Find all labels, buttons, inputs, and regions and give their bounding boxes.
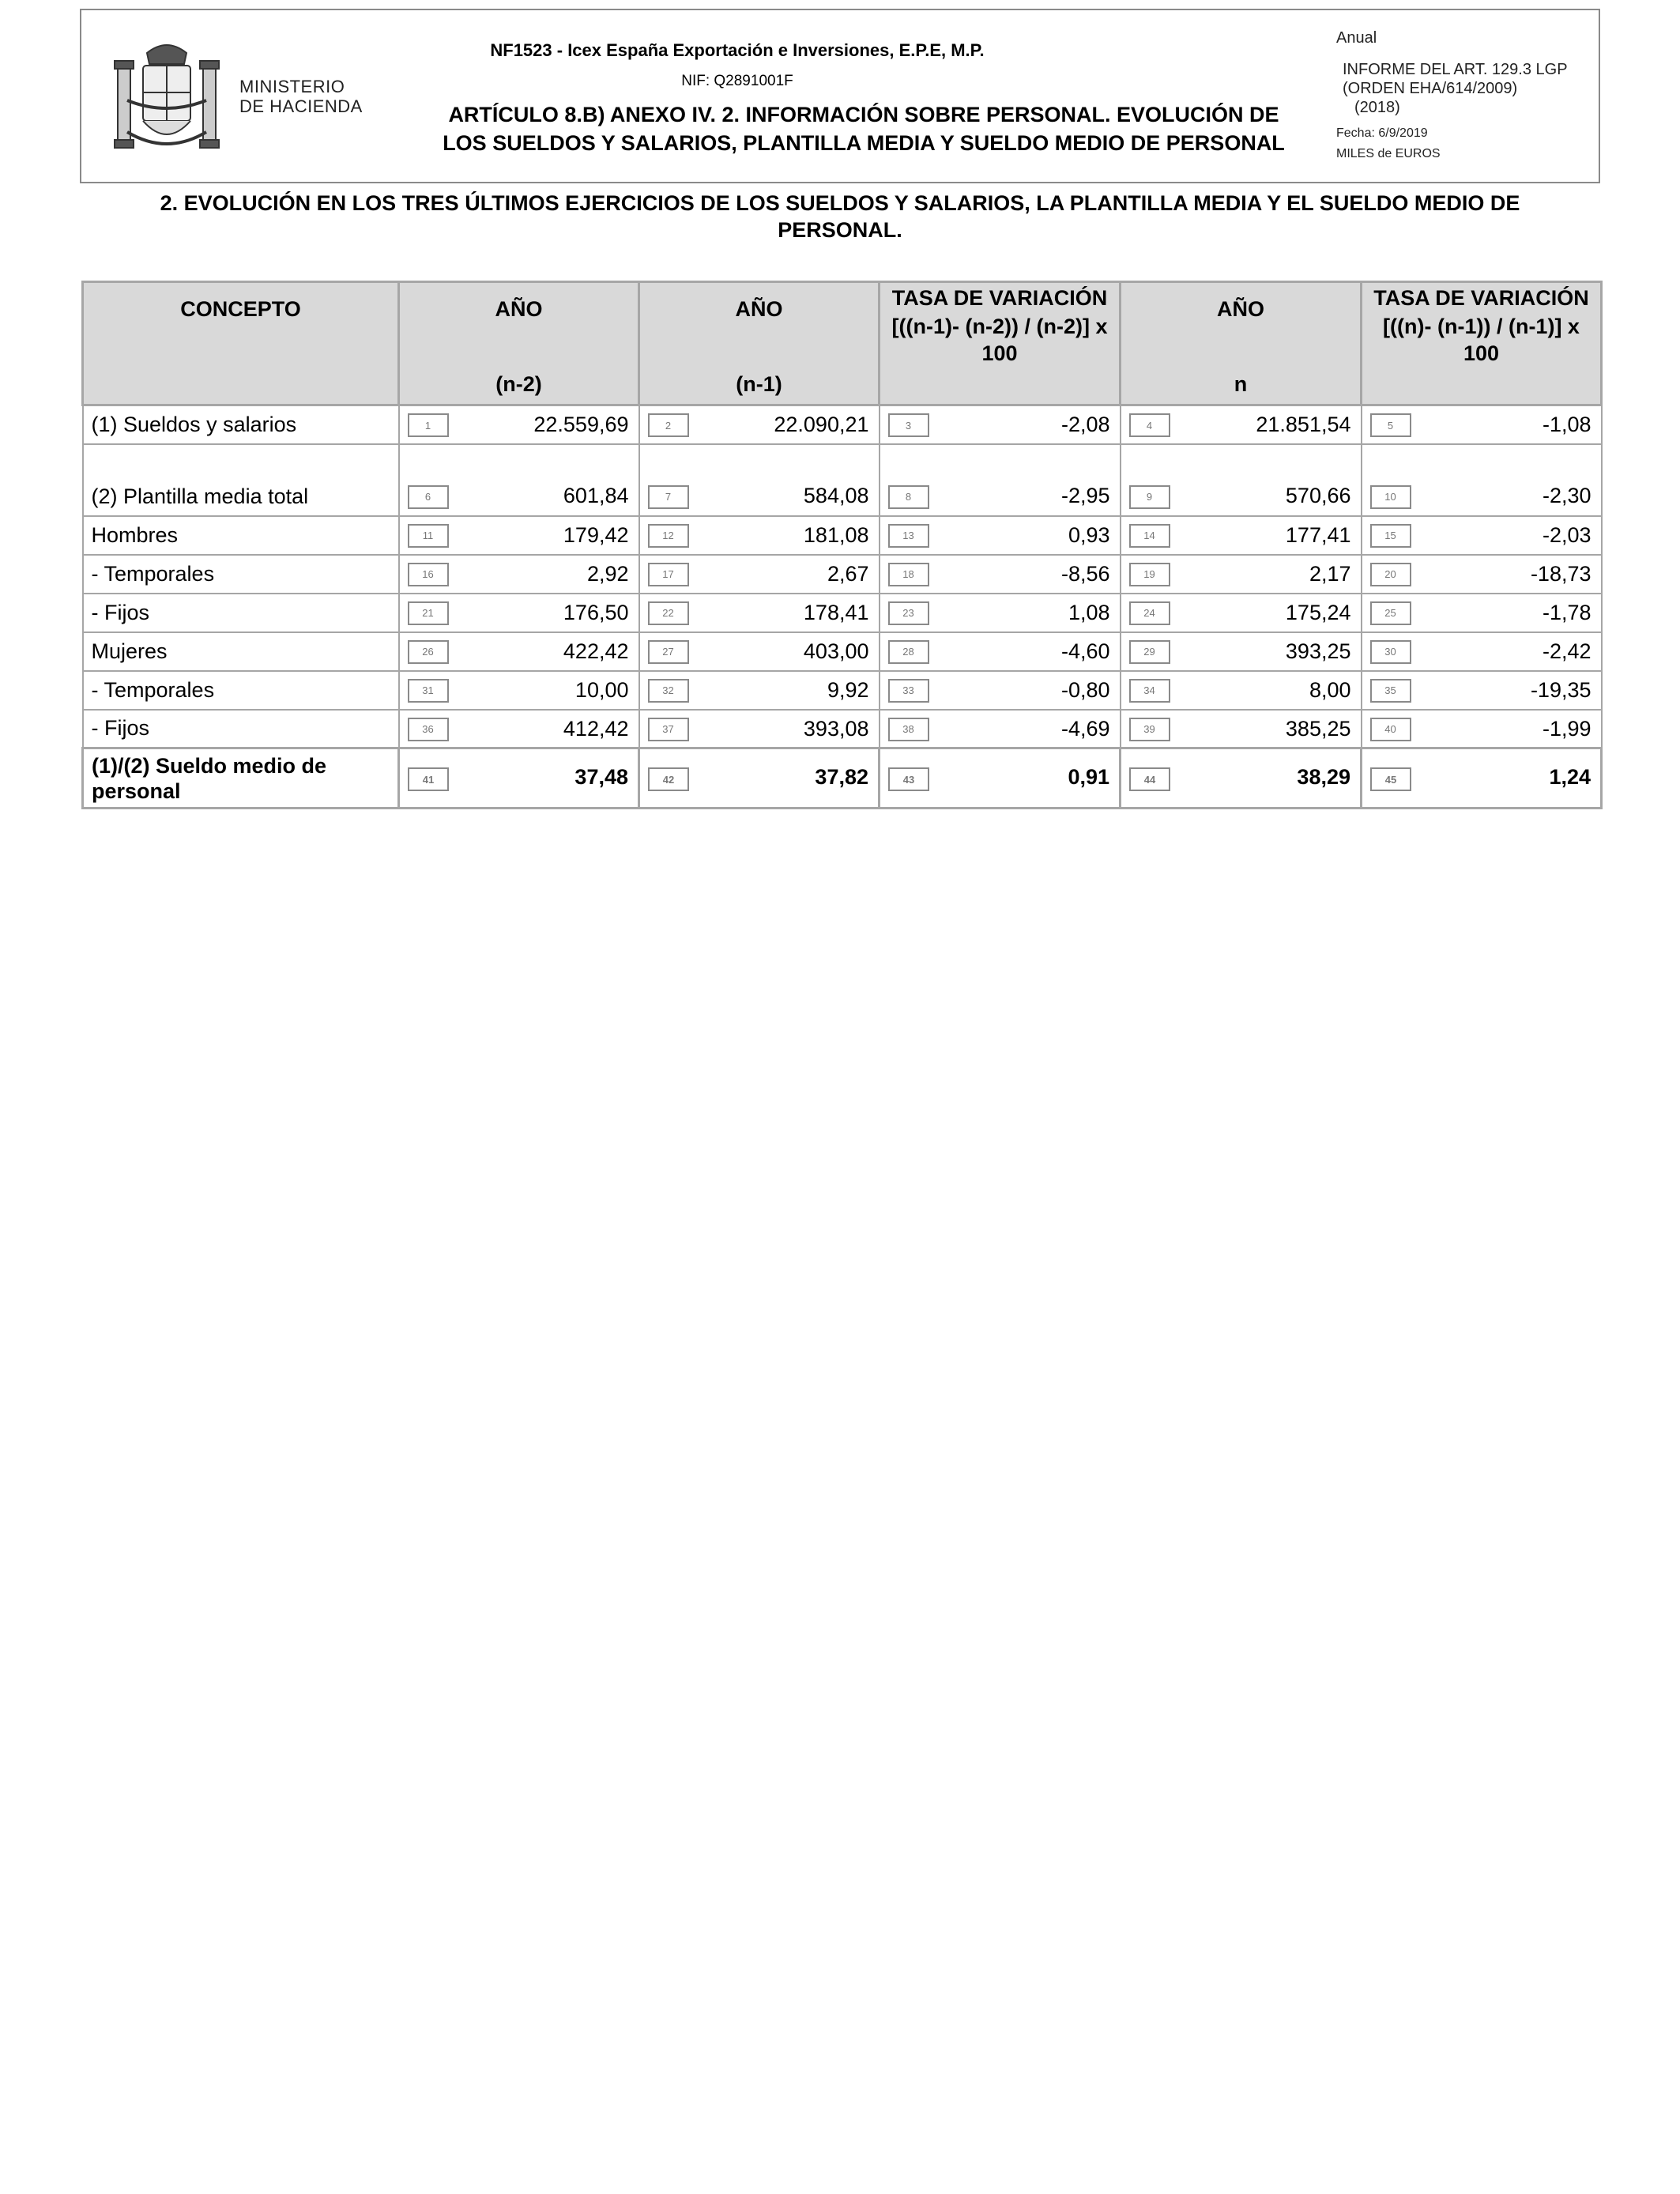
cell-value: 584,08 [803,483,869,507]
document-title-line1: ARTÍCULO 8.B) ANEXO IV. 2. INFORMACIÓN SOBRE PERSONAL. EVOLUCIÓN DE [448,103,1279,126]
cell-value: -8,56 [1060,561,1110,586]
value-cell [639,594,880,632]
cell-number-box: 15 [1370,524,1411,548]
value-cell [1121,671,1362,710]
value-cell [1362,516,1602,555]
table-row [83,710,1602,748]
entity-nif: NIF: Q2891001F [681,73,793,89]
value-cell [399,555,639,594]
coat-of-arms-logo [111,37,222,164]
table-row [83,632,1602,671]
value-cell [1121,748,1362,809]
cell-value: 393,25 [1285,639,1351,663]
row-label: Hombres [83,516,399,555]
ministry-line2: DE HACIENDA [239,96,363,116]
column-header [399,282,639,405]
cell-value: -2,03 [1542,522,1591,547]
cell-number-box: 40 [1370,718,1411,741]
cell-number-box: 4 [1129,413,1170,437]
column-header-top: CONCEPTO [180,297,301,321]
periodicity: Anual [1336,29,1377,47]
value-cell [639,710,880,748]
document-header [80,9,1600,183]
cell-number-box: 31 [408,679,449,703]
cell-number-box: 10 [1370,485,1411,509]
value-cell [399,405,639,444]
report-date: Fecha: 6/9/2019 [1336,126,1428,140]
table-row [83,748,1602,809]
column-header-top: AÑO [1217,297,1264,321]
table-row [83,516,1602,555]
cell-number-box: 9 [1129,485,1170,509]
cell-number-box: 6 [408,485,449,509]
value-cell [1121,516,1362,555]
cell-value: 9,92 [827,677,869,702]
value-cell [639,632,880,671]
cell-value: 10,00 [574,677,629,702]
value-cell [880,671,1121,710]
column-header-bottom: [((n-1)- (n-2)) / (n-2)] x 100 [891,315,1108,365]
report-info [1336,29,1597,161]
cell-value: 393,08 [803,716,869,741]
ministry-line1: MINISTERIO [239,77,345,96]
cell-number-box: 3 [888,413,929,437]
cell-number-box: 39 [1129,718,1170,741]
cell-value: 177,41 [1285,522,1351,547]
cell-number-box: 17 [648,563,689,586]
cell-number-box: 2 [648,413,689,437]
document-title [429,100,1298,157]
value-cell [1121,632,1362,671]
cell-value: 2,17 [1309,561,1351,586]
column-header [639,282,880,405]
value-cell [639,516,880,555]
table-body [83,405,1602,809]
value-cell [880,594,1121,632]
cell-value: 181,08 [803,522,869,547]
value-cell [880,516,1121,555]
value-cell [399,671,639,710]
row-label: (1)/(2) Sueldo medio de personal [83,748,399,809]
cell-number-box: 16 [408,563,449,586]
cell-number-box: 45 [1370,767,1411,791]
cell-number-box: 5 [1370,413,1411,437]
value-cell [399,748,639,809]
cell-value: 22.090,21 [774,413,869,436]
cell-number-box: 28 [888,640,929,664]
cell-value: 175,24 [1285,600,1351,624]
cell-number-box: 29 [1129,640,1170,664]
cell-value: -2,30 [1542,483,1591,507]
cell-number-box: 24 [1129,601,1170,625]
cell-number-box: 43 [888,767,929,791]
cell-value: -0,80 [1060,677,1110,702]
column-header [880,282,1121,405]
cell-value: -4,60 [1060,639,1110,663]
cell-number-box: 26 [408,640,449,664]
cell-number-box: 23 [888,601,929,625]
cell-number-box: 34 [1129,679,1170,703]
report-reference-line2: (ORDEN EHA/614/2009) [1343,80,1518,97]
column-header-bottom: [((n)- (n-1)) / (n-1)] x 100 [1383,315,1580,365]
value-cell [1362,555,1602,594]
value-cell [1121,594,1362,632]
row-label: - Temporales [83,555,399,594]
value-cell [1121,710,1362,748]
document-title-line2: LOS SUELDOS Y SALARIOS, PLANTILLA MEDIA Y SUELDO MEDIO DE PERSONAL [443,131,1285,155]
value-cell [880,555,1121,594]
section-title-line2: PERSONAL. [778,218,902,242]
column-header-top: TASA DE VARIACIÓN [891,286,1108,310]
value-cell [880,710,1121,748]
cell-number-box: 19 [1129,563,1170,586]
cell-number-box: 33 [888,679,929,703]
value-cell [1362,594,1602,632]
cell-value: 2,67 [827,561,869,586]
value-cell [880,405,1121,444]
report-reference-line3: (2018) [1354,99,1400,116]
table-row [83,405,1602,444]
cell-value: 179,42 [563,522,629,547]
cell-number-box: 8 [888,485,929,509]
cell-number-box: 1 [408,413,449,437]
cell-value: -2,95 [1060,483,1110,507]
cell-value: 176,50 [563,600,629,624]
table-row [83,671,1602,710]
cell-value: 178,41 [803,600,869,624]
table-row [83,555,1602,594]
column-header-top: TASA DE VARIACIÓN [1373,286,1589,310]
column-header-bottom: (n-2) [495,372,542,396]
cell-value: -1,08 [1542,413,1591,436]
table-row [83,444,1602,516]
report-units: MILES de EUROS [1336,147,1441,160]
row-label: (1) Sueldos y salarios [83,405,399,444]
cell-number-box: 14 [1129,524,1170,548]
row-label: - Fijos [83,710,399,748]
cell-number-box: 18 [888,563,929,586]
cell-value: 570,66 [1285,483,1351,507]
value-cell [639,671,880,710]
column-header [83,282,399,405]
cell-number-box: 7 [648,485,689,509]
value-cell [399,632,639,671]
row-label: Mujeres [83,632,399,671]
cell-number-box: 38 [888,718,929,741]
row-label: - Temporales [83,671,399,710]
cell-value: 412,42 [563,716,629,741]
cell-value: 8,00 [1309,677,1351,702]
cell-number-box: 44 [1129,767,1170,791]
cell-value: 21.851,54 [1256,413,1351,436]
cell-number-box: 11 [408,524,449,548]
value-cell [639,555,880,594]
cell-number-box: 22 [648,601,689,625]
column-header [1121,282,1362,405]
value-cell [1362,748,1602,809]
value-cell [399,516,639,555]
cell-value: -2,42 [1542,639,1591,663]
cell-value: -19,35 [1530,677,1591,702]
value-cell [880,748,1121,809]
value-cell [639,444,880,516]
column-header [1362,282,1602,405]
cell-value: 385,25 [1285,716,1351,741]
value-cell [880,632,1121,671]
cell-value: 22.559,69 [533,413,629,436]
cell-value: 422,42 [563,639,629,663]
cell-number-box: 36 [408,718,449,741]
value-cell [880,444,1121,516]
report-reference [1343,60,1597,117]
cell-value: 37,48 [574,765,628,789]
cell-value: -18,73 [1530,561,1591,586]
column-header-bottom: n [1234,372,1248,396]
entity-name: NF1523 - Icex España Exportación e Inversiones, E.P.E, M.P. [490,40,985,60]
cell-number-box: 27 [648,640,689,664]
cell-number-box: 30 [1370,640,1411,664]
cell-value: 601,84 [563,483,629,507]
cell-value: 1,24 [1549,765,1591,789]
cell-value: 37,82 [815,765,868,789]
value-cell [1362,405,1602,444]
section-title [119,190,1561,243]
cell-value: -2,08 [1060,413,1110,436]
cell-value: -1,99 [1542,716,1591,741]
cell-number-box: 20 [1370,563,1411,586]
cell-value: 1,08 [1068,600,1110,624]
table-header-row [83,282,1602,405]
cell-number-box: 35 [1370,679,1411,703]
column-header-top: AÑO [495,297,543,321]
value-cell [1121,405,1362,444]
value-cell [1121,555,1362,594]
cell-value: 0,93 [1068,522,1110,547]
cell-value: -4,69 [1060,716,1110,741]
value-cell [1121,444,1362,516]
value-cell [1362,710,1602,748]
cell-number-box: 25 [1370,601,1411,625]
report-reference-line1: INFORME DEL ART. 129.3 LGP [1343,61,1568,78]
cell-number-box: 32 [648,679,689,703]
cell-value: 38,29 [1297,765,1350,789]
column-header-top: AÑO [735,297,783,321]
value-cell [639,405,880,444]
table-row [83,594,1602,632]
value-cell [1362,632,1602,671]
cell-number-box: 37 [648,718,689,741]
row-label: - Fijos [83,594,399,632]
value-cell [1362,444,1602,516]
value-cell [639,748,880,809]
value-cell [399,710,639,748]
value-cell [399,444,639,516]
personnel-table [81,281,1603,809]
value-cell [1362,671,1602,710]
cell-value: -1,78 [1542,600,1591,624]
row-label: (2) Plantilla media total [83,444,399,516]
cell-value: 0,91 [1068,765,1109,789]
cell-number-box: 41 [408,767,449,791]
cell-number-box: 12 [648,524,689,548]
cell-value: 403,00 [803,639,869,663]
column-header-bottom: (n-1) [736,372,782,396]
cell-number-box: 21 [408,601,449,625]
value-cell [399,594,639,632]
cell-number-box: 42 [648,767,689,791]
cell-number-box: 13 [888,524,929,548]
cell-value: 2,92 [586,561,629,586]
section-title-line1: 2. EVOLUCIÓN EN LOS TRES ÚLTIMOS EJERCICIOS DE LOS SUELDOS Y SALARIOS, LA PLANTILLA MEDIA Y EL SUELDO MEDIO DE [160,191,1520,215]
